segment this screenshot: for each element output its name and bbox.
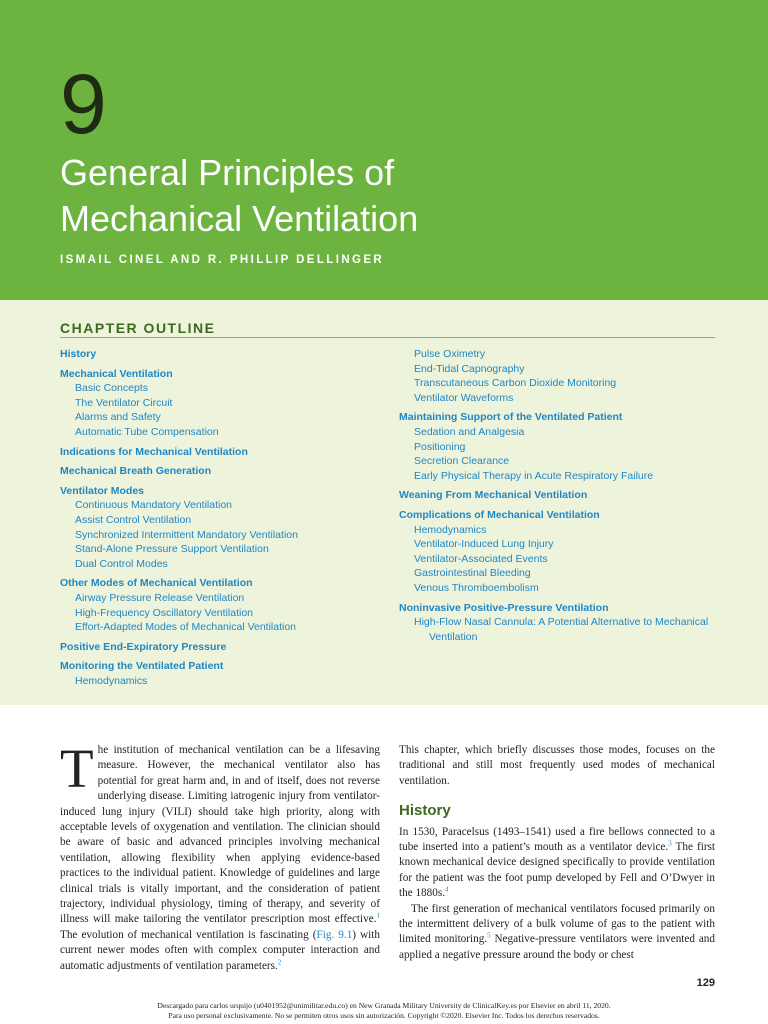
outline-section-link[interactable]: Mechanical Breath Generation bbox=[60, 465, 212, 478]
outline-section-link[interactable]: Complications of Mechanical Ventilation bbox=[399, 508, 600, 521]
paragraph-cont: The first known mechanical device designed specifically to provide ventilation for the patient was the foot pump developed by Fell and O’Dwyer in the 1880s. bbox=[399, 841, 716, 900]
intro-paragraph-end: ) with current newer modes often with complex computer interaction and automatic adjustments of ventilation parameters. bbox=[60, 928, 380, 972]
body-left-column bbox=[60, 738, 380, 974]
outline-section-link[interactable]: Noninvasive Positive-Pressure Ventilation bbox=[399, 601, 609, 614]
outline-section-link[interactable]: Maintaining Support of the Ventilated Patient bbox=[399, 411, 623, 424]
paragraph: This chapter, which briefly discusses those modes, focuses on the traditional and still most frequently used modes of mechanical ventilation. bbox=[399, 744, 715, 787]
paragraph: The first generation of mechanical ventilators focused primarily on the intermittent delivery of a bulk volume of gas to the patient with limited monitoring. bbox=[399, 902, 715, 946]
outline-subsection-link[interactable]: Hemodynamics bbox=[75, 674, 148, 687]
outline-subsection-link[interactable]: Transcutaneous Carbon Dioxide Monitoring bbox=[414, 377, 617, 390]
paragraph-cont: Negative-pressure ventilators were invented and applied a negative pressure around the body or chest bbox=[399, 933, 715, 961]
outline-heading: CHAPTER OUTLINE bbox=[60, 320, 216, 336]
outline-subsection-link[interactable]: Sedation and Analgesia bbox=[414, 425, 525, 438]
section-heading-history: History bbox=[399, 802, 451, 820]
outline-subsection-link[interactable]: Effort-Adapted Modes of Mechanical Ventilation bbox=[75, 621, 297, 634]
page-number: 129 bbox=[696, 977, 715, 989]
outline-subsection-link[interactable]: Continuous Mandatory Ventilation bbox=[75, 499, 233, 512]
outline-section-link[interactable]: Weaning From Mechanical Ventilation bbox=[399, 489, 588, 502]
outline-right-column bbox=[399, 347, 729, 644]
intro-paragraph-cont: The evolution of mechanical ventilation is fascinating ( bbox=[60, 928, 317, 941]
outline-section-link[interactable]: Mechanical Ventilation bbox=[60, 367, 173, 380]
chapter-outline bbox=[0, 300, 768, 705]
outline-subsection-link[interactable]: Pulse Oximetry bbox=[414, 348, 486, 360]
outline-subsection-link[interactable]: High-Frequency Oscillatory Ventilation bbox=[75, 606, 253, 619]
outline-subsection-link[interactable]: High-Flow Nasal Cannula: A Potential Alternative to Mechanical Ventilation bbox=[414, 616, 709, 643]
body-right-column bbox=[399, 743, 715, 963]
outline-subsection-link[interactable]: The Ventilator Circuit bbox=[75, 396, 173, 409]
outline-section-link[interactable]: Positive End-Expiratory Pressure bbox=[60, 640, 227, 653]
outline-subsection-link[interactable]: Venous Thromboembolism bbox=[414, 581, 539, 594]
outline-section-link[interactable]: Monitoring the Ventilated Patient bbox=[60, 660, 224, 673]
outline-subsection-link[interactable]: Stand-Alone Pressure Support Ventilation bbox=[75, 543, 269, 556]
drop-cap: T bbox=[60, 738, 94, 799]
footer-line: Para uso personal exclusivamente. No se permiten otros usos sin autorización. Copyright ©2020. Elsevier Inc. Todos los derechos reservados. bbox=[168, 1011, 600, 1020]
outline-section-link[interactable]: Other Modes of Mechanical Ventilation bbox=[60, 577, 253, 590]
citation-link[interactable]: 2 bbox=[277, 957, 282, 966]
outline-section-link[interactable]: History bbox=[60, 348, 97, 360]
outline-subsection-link[interactable]: Secretion Clearance bbox=[414, 455, 510, 468]
outline-subsection-link[interactable]: End-Tidal Capnography bbox=[414, 362, 525, 375]
outline-section-link[interactable]: Indications for Mechanical Ventilation bbox=[60, 445, 248, 458]
outline-subsection-link[interactable]: Ventilator-Induced Lung Injury bbox=[414, 538, 554, 551]
outline-subsection-link[interactable]: Assist Control Ventilation bbox=[75, 513, 192, 526]
outline-subsection-link[interactable]: Dual Control Modes bbox=[75, 557, 168, 570]
citation-link[interactable]: 3 bbox=[668, 839, 672, 848]
intro-paragraph: he institution of mechanical ventilation can be a lifesaving measure. However, the mechanical ventilator also has potential for great harm and, in and of itself, does not reverse underlying disease. Limiting iatrogenic injury from ventilator-induced lung injury (VILI) should take high priority, along with acceptable levels of oxygenation and ventilation. The clinician should be aware of basic and advanced principles involving mechanical ventilation, allowing flexibility when applying evidence-based practices to the individual patient. Knowledge of guidelines and large clinical trials is vitally important, and the consideration of patient trajectory, individual physiology, timing of therapy, and severity of illness will make tailoring the ventilator prescription most effective. bbox=[60, 744, 380, 926]
outline-subsection-link[interactable]: Ventilator Waveforms bbox=[414, 391, 514, 404]
outline-subsection-link[interactable]: Ventilator-Associated Events bbox=[414, 552, 548, 565]
footer-line: Descargado para carlos urquijo (u0401952@unimilitar.edu.co) en New Granada Military University de ClinicalKey.es por Elsevier en abril 11, 2020. bbox=[157, 1001, 611, 1010]
citation-link[interactable]: 1 bbox=[376, 911, 380, 920]
chapter-title bbox=[60, 150, 710, 242]
chapter-title-line1: General Principles of bbox=[60, 152, 395, 193]
chapter-header bbox=[0, 0, 768, 300]
citation-link[interactable]: 4 bbox=[445, 885, 449, 894]
outline-section-link[interactable]: Ventilator Modes bbox=[60, 484, 145, 497]
paragraph: In 1530, Paracelsus (1493–1541) used a fire bellows connected to a tube inserted into a patient’s mouth as a ventilator device. bbox=[399, 825, 715, 854]
outline-subsection-link[interactable]: Automatic Tube Compensation bbox=[75, 425, 219, 438]
chapter-number: 9 bbox=[60, 57, 107, 151]
outline-subsection-link[interactable]: Alarms and Safety bbox=[75, 411, 161, 424]
chapter-authors: ISMAIL CINEL AND R. PHILLIP DELLINGER bbox=[60, 254, 385, 266]
figure-link[interactable]: Fig. 9.1 bbox=[316, 928, 353, 941]
outline-divider bbox=[60, 337, 715, 338]
outline-subsection-link[interactable]: Synchronized Intermittent Mandatory Ventilation bbox=[75, 528, 298, 541]
outline-subsection-link[interactable]: Basic Concepts bbox=[75, 382, 148, 395]
outline-subsection-link[interactable]: Early Physical Therapy in Acute Respiratory Failure bbox=[414, 469, 654, 482]
outline-subsection-link[interactable]: Gastrointestinal Bleeding bbox=[414, 567, 531, 580]
outline-subsection-link[interactable]: Hemodynamics bbox=[414, 523, 487, 536]
outline-subsection-link[interactable]: Positioning bbox=[414, 440, 466, 453]
download-footer bbox=[0, 1001, 768, 1021]
outline-subsection-link[interactable]: Airway Pressure Release Ventilation bbox=[75, 591, 245, 604]
citation-link[interactable]: 5 bbox=[487, 931, 491, 940]
outline-left-column bbox=[60, 347, 390, 688]
chapter-title-line2: Mechanical Ventilation bbox=[60, 198, 419, 239]
